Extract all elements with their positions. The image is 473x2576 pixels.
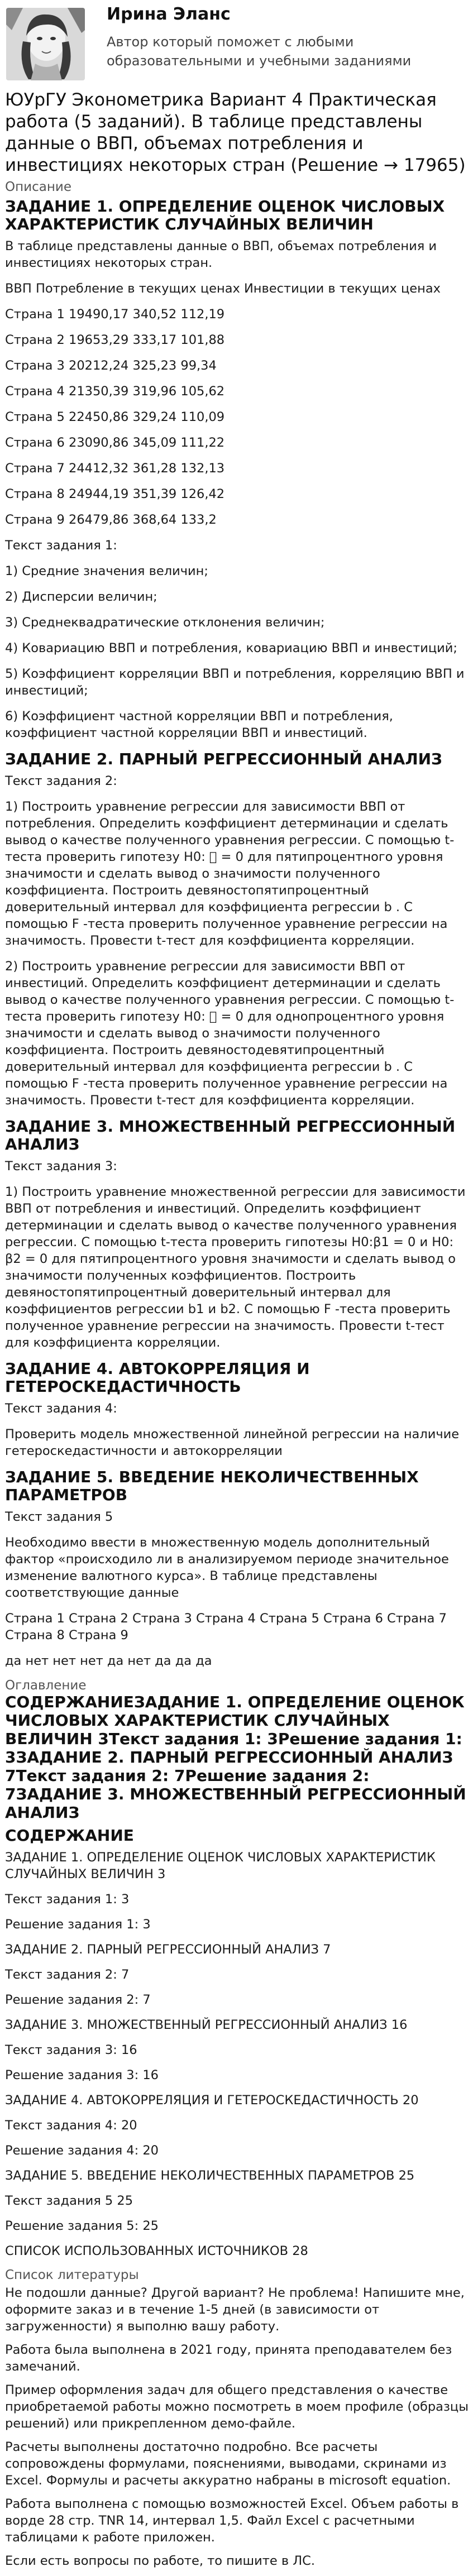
task5-values: да нет нет нет да нет да да да	[5, 1654, 212, 1668]
author-header	[5, 0, 469, 87]
toc-label: Оглавление	[5, 1678, 87, 1693]
footer-notes	[5, 2285, 469, 2569]
literature-label: Список литературы	[5, 2268, 139, 2282]
list-item: 1) Построить уравнение регрессии для зависимости ВВП от потребления. Определить коэффициент детерминации и сделать вывод о качестве полученного уравнения регрессии. С помощью t-теста проверить гипотезу H0:   = 0 для пятипроцентного уровня значимости и сделать вывод о значимости полученного коэффициента. Построить девяностопятипроцентный доверительный интервал для коэффициента регрессии b . С помощью F -теста проверить полученное уравнение регрессии на значимость. Провести t-тест для коэффициента корреляции.	[5, 799, 455, 948]
list-item: 1) Средние значения величин;	[5, 564, 208, 578]
toc-list	[5, 1849, 469, 2259]
task1-text-label: Текст задания 1:	[5, 538, 117, 553]
list-item: 2) Дисперсии величин;	[5, 590, 157, 604]
list-item: Проверить модель множественной линейной регрессии на наличие гетероскедастичности и автокорреляции	[5, 1427, 460, 1458]
table-row: Страна 1 19490,17 340,52 112,19	[5, 307, 225, 322]
toc-item: Решение задания 1: 3	[5, 1917, 151, 1932]
description-label: Описание	[5, 180, 71, 194]
table-row: Страна 2 19653,29 333,17 101,88	[5, 333, 225, 347]
list-item: 3) Среднеквадратические отклонения величин;	[5, 615, 325, 630]
task5-countries: Страна 1 Страна 2 Страна 3 Страна 4 Страна 5 Страна 6 Страна 7 Страна 8 Страна 9	[5, 1611, 447, 1643]
footer-note: Работа была выполнена в 2021 году, принята преподавателем без замечаний.	[5, 2343, 452, 2374]
author-description: Автор который поможет с любыми образовательными и учебными заданиями	[107, 34, 412, 69]
task5-text-label: Текст задания 5	[5, 1510, 113, 1524]
toc-item: Текст задания 1: 3	[5, 1892, 130, 1907]
task1-heading: ЗАДАНИЕ 1. ОПРЕДЕЛЕНИЕ ОЦЕНОК ЧИСЛОВЫХ ХАРАКТЕРИСТИК СЛУЧАЙНЫХ ВЕЛИЧИН	[5, 197, 445, 233]
toc-item: Текст задания 2: 7	[5, 1967, 130, 1982]
toc-item: ЗАДАНИЕ 3. МНОЖЕСТВЕННЫЙ РЕГРЕССИОННЫЙ АНАЛИЗ 16	[5, 2018, 408, 2032]
list-item: 2) Построить уравнение регрессии для зависимости ВВП от инвестиций. Определить коэффициент детерминации и сделать вывод о качестве полученного уравнения регрессии. С помощью t-теста проверить гипотезу H0:   = 0 для однопроцентного уровня значимости и сделать вывод о значимости полученного коэффициента. Построить девяностодевятипроцентный доверительный интервал для коэффициента регрессии b . С помощью F -теста проверить полученное уравнение регрессии на значимость. Провести t-тест для коэффициента корреляции.	[5, 959, 455, 1108]
task3-heading: ЗАДАНИЕ 3. МНОЖЕСТВЕННЫЙ РЕГРЕССИОННЫЙ АНАЛИЗ	[5, 1117, 456, 1153]
toc-item: Текст задания 3: 16	[5, 2043, 137, 2057]
task3-text-label: Текст задания 3:	[5, 1159, 117, 1174]
author-name[interactable]: Ирина Эланс	[107, 4, 231, 24]
footer-note: Пример оформления задач для общего представления о качестве приобретаемой работы можно посмотреть в моем профиле (образцы решений) или прикрепленном демо-файле.	[5, 2383, 469, 2431]
toc-item: Текст задания 5 25	[5, 2194, 133, 2208]
footer-note: Расчеты выполнены достаточно подробно. Все расчеты сопровождены формулами, пояснениями, выводами, скринами из Excel. Формулы и расчеты аккуратно набраны в microsoft equation.	[5, 2440, 451, 2488]
table-row: Страна 3 20212,24 325,23 99,34	[5, 358, 217, 373]
table-row: Страна 9 26479,86 368,64 133,2	[5, 513, 217, 527]
list-item: 5) Коэффициент корреляции ВВП и потребления, корреляцию ВВП и инвестиций;	[5, 667, 465, 698]
task4-text-label: Текст задания 4:	[5, 1401, 117, 1416]
toc-item: Текст задания 4: 20	[5, 2118, 137, 2133]
page	[5, 0, 469, 2576]
task4-heading: ЗАДАНИЕ 4. АВТОКОРРЕЛЯЦИЯ И ГЕТЕРОСКЕДАСТИЧНОСТЬ	[5, 1359, 310, 1396]
table-row: Страна 7 24412,32 361,28 132,13	[5, 461, 225, 476]
list-item: 4) Ковариацию ВВП и потребления, ковариацию ВВП и инвестиций;	[5, 641, 457, 655]
task2-text-label: Текст задания 2:	[5, 774, 117, 788]
toc-item: СПИСОК ИСПОЛЬЗОВАННЫХ ИСТОЧНИКОВ 28	[5, 2244, 308, 2258]
list-item: 1) Построить уравнение множественной регрессии для зависимости ВВП от потребления и инвестиций. Определить коэффициент детерминации и сделать вывод о качестве полученного уравнения регрессии. С помощью t-теста проверить гипотезы H0:β1 = 0 и H0: β2 = 0 для пятипроцентного уровня значимости и сделать вывод о значимости полученных коэффициентов. Построить девяностопятипроцентный доверительный интервал для коэффициентов регрессии b1 и b2. С помощью F -теста проверить полученное уравнение регрессии на значимость. Провести t-тест для коэффициента корреляции.	[5, 1185, 466, 1350]
task5-heading: ЗАДАНИЕ 5. ВВЕДЕНИЕ НЕКОЛИЧЕСТВЕННЫХ ПАРАМЕТРОВ	[5, 1468, 419, 1504]
work-title: ЮУрГУ Эконометрика Вариант 4 Практическая работа (5 заданий). В таблице представлены данные о ВВП, объемах потребления и инвестициях некоторых стран (Решение → 17965)	[5, 90, 466, 175]
list-item: Необходимо ввести в множественную модель дополнительный фактор «происходило ли в анализируемом периоде значительное изменение валютного курса». В таблице представлены соответствующие данные	[5, 1535, 449, 1600]
table-row: Страна 5 22450,86 329,24 110,09	[5, 410, 225, 424]
toc-item: Решение задания 3: 16	[5, 2068, 159, 2082]
toc-item: ЗАДАНИЕ 4. АВТОКОРРЕЛЯЦИЯ И ГЕТЕРОСКЕДАСТИЧНОСТЬ 20	[5, 2093, 419, 2108]
toc-title: СОДЕРЖАНИЕ	[5, 1826, 134, 1845]
toc-item: ЗАДАНИЕ 2. ПАРНЫЙ РЕГРЕССИОННЫЙ АНАЛИЗ 7	[5, 1942, 331, 1957]
toc-heading: СОДЕРЖАНИЕЗАДАНИЕ 1. ОПРЕДЕЛЕНИЕ ОЦЕНОК ЧИСЛОВЫХ ХАРАКТЕРИСТИК СЛУЧАЙНЫХ ВЕЛИЧИН 3Текст задания 1: 3Решение задания 1: 3ЗАДАНИЕ 2. ПАРНЫЙ РЕГРЕССИОННЫЙ АНАЛИЗ 7Текст задания 2: 7Решение задания 2: 7ЗАДАНИЕ 3. МНОЖЕСТВЕННЫЙ РЕГРЕССИОННЫЙ АНАЛИЗ	[5, 1693, 466, 1822]
author-avatar[interactable]	[6, 8, 85, 80]
task2-heading: ЗАДАНИЕ 2. ПАРНЫЙ РЕГРЕССИОННЫЙ АНАЛИЗ	[5, 750, 442, 768]
table-row: Страна 8 24944,19 351,39 126,42	[5, 487, 225, 501]
table-row: Страна 4 21350,39 319,96 105,62	[5, 384, 225, 399]
list-item: 6) Коэффициент частной корреляции ВВП и потребления, коэффициент частной корреляции ВВП и инвестиций.	[5, 709, 393, 740]
toc-item: Решение задания 4: 20	[5, 2143, 159, 2158]
footer-note: Если есть вопросы по работе, то пишите в ЛС.	[5, 2554, 316, 2568]
task1-table-header: ВВП Потребление в текущих ценах Инвестиции в текущих ценах	[5, 281, 441, 296]
toc-item: Решение задания 5: 25	[5, 2219, 159, 2233]
toc-item: ЗАДАНИЕ 5. ВВЕДЕНИЕ НЕКОЛИЧЕСТВЕННЫХ ПАРАМЕТРОВ 25	[5, 2168, 415, 2183]
toc-item: ЗАДАНИЕ 1. ОПРЕДЕЛЕНИЕ ОЦЕНОК ЧИСЛОВЫХ ХАРАКТЕРИСТИК СЛУЧАЙНЫХ ВЕЛИЧИН 3	[5, 1850, 436, 1881]
avatar-photo-icon	[6, 8, 85, 80]
toc-item: Решение задания 2: 7	[5, 1993, 151, 2007]
footer-note: Работа выполнена с помощью возможностей Excel. Объем работы в ворде 28 стр. TNR 14, интервал 1,5. Файл Excel с расчетными таблицами к работе приложен.	[5, 2497, 459, 2545]
task1-intro: В таблице представлены данные о ВВП, объемах потребления и инвестициях некоторых стран.	[5, 239, 437, 270]
table-row: Страна 6 23090,86 345,09 111,22	[5, 435, 225, 450]
footer-note: Не подошли данные? Другой вариант? Не проблема! Напишите мне, оформите заказ и в течение 1-5 дней (в зависимости от загруженности) я выполню вашу работу.	[5, 2286, 465, 2334]
